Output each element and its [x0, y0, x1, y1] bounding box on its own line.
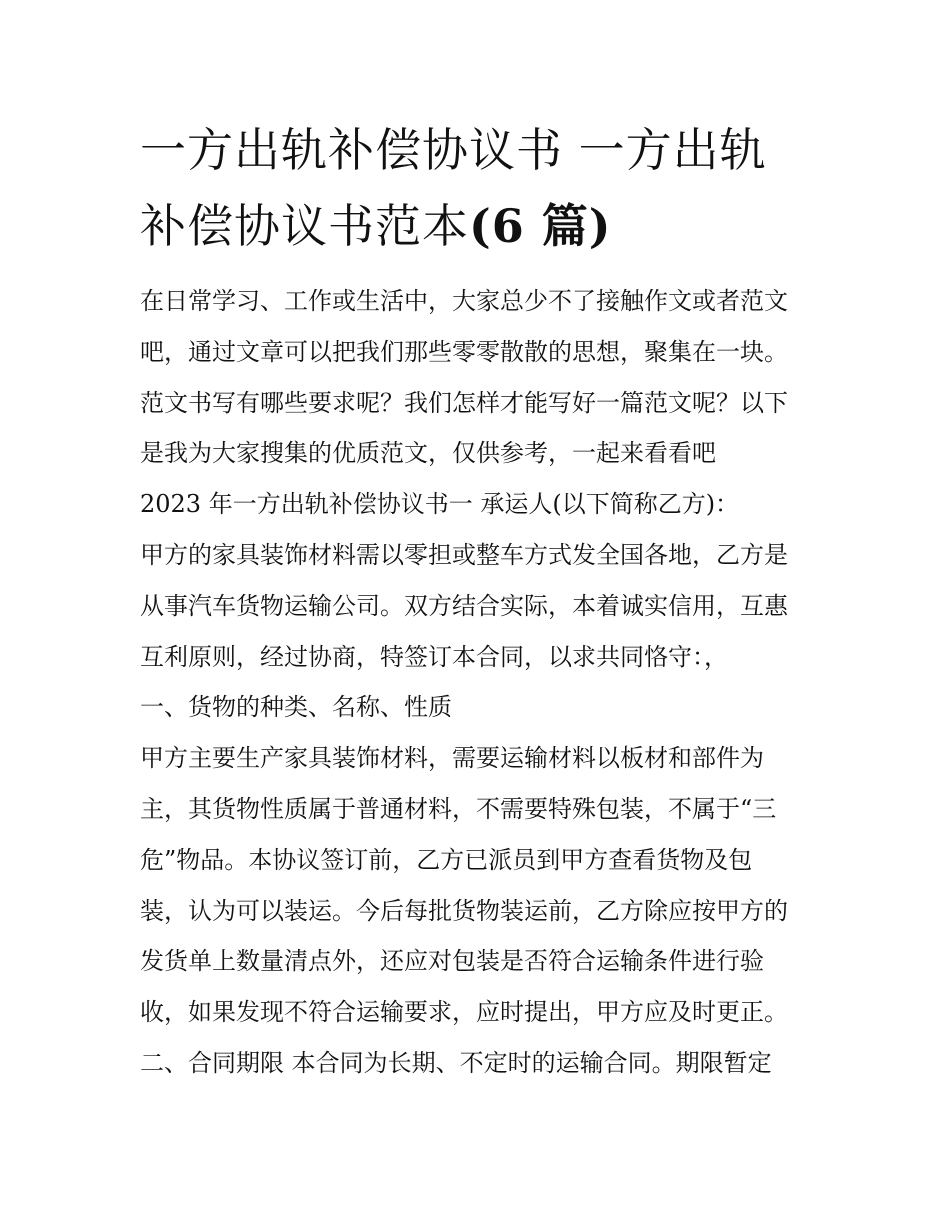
- title-line-2-text: 补偿协议书范本: [140, 199, 469, 253]
- body-line: 2023 年一方出轨补偿协议书一 承运人(以下简称乙方)：: [140, 490, 740, 519]
- title-suffix: (6 篇): [469, 199, 612, 253]
- title-line-1: 一方出轨补偿协议书 一方出轨: [140, 123, 767, 177]
- body-line: 互利原则，经过协商，特签订本合同，以求共同恪守：，: [140, 642, 728, 671]
- body-line: 甲方的家具装饰材料需以零担或整车方式发全国各地，乙方是: [140, 540, 788, 569]
- body-line: 装，认为可以装运。今后每批货物装运前，乙方除应按甲方的: [140, 896, 788, 925]
- body-line: 在日常学习、工作或生活中，大家总少不了接触作文或者范文: [140, 287, 788, 315]
- body-line: 是我为大家搜集的优质范文，仅供参考，一起来看看吧: [140, 439, 716, 468]
- body-line: 收，如果发现不符合运输要求，应时提出，甲方应及时更正。: [140, 998, 788, 1027]
- body-line: 吧，通过文章可以把我们那些零零散散的思想，聚集在一块。: [140, 337, 788, 366]
- title-line-2: [140, 188, 820, 264]
- body-line: 范文书写有哪些要求呢？我们怎样才能写好一篇范文呢？以下: [140, 388, 788, 417]
- body-line: 主，其货物性质属于普通材料，不需要特殊包装，不属于“三: [140, 794, 777, 823]
- document-body: [140, 276, 830, 1089]
- body-line: 从事汽车货物运输公司。双方结合实际，本着诚实信用，互惠: [140, 591, 788, 620]
- body-line: 甲方主要生产家具装饰材料，需要运输材料以板材和部件为: [140, 744, 764, 773]
- document-title: [140, 112, 820, 264]
- section-heading: 一、货物的种类、名称、性质: [140, 693, 452, 722]
- body-line: 发货单上数量清点外，还应对包装是否符合运输条件进行验: [140, 947, 764, 976]
- body-line: 危”物品。本协议签订前，乙方已派员到甲方查看货物及包: [140, 845, 753, 874]
- section-heading: 二、合同期限 本合同为长期、不定时的运输合同。期限暂定: [140, 1048, 772, 1077]
